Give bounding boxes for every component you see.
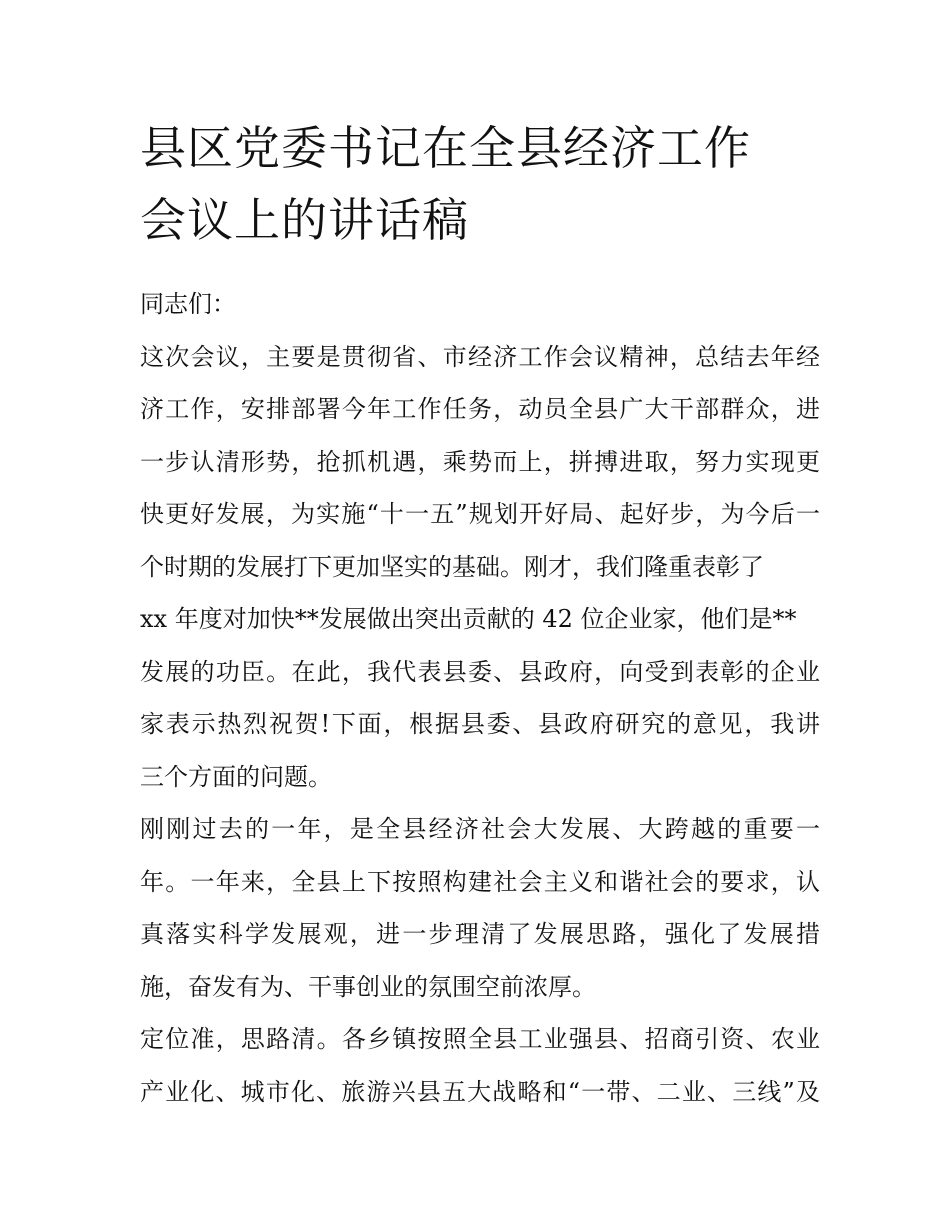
document-title <box>140 112 820 256</box>
body-line: xx 年度对加快**发展做出突出贡献的 42 位企业家，他们是** <box>140 605 797 633</box>
body-line: 家表示热烈祝贺!下面，根据县委、县政府研究的意见，我讲 <box>140 710 820 738</box>
document-body <box>140 278 820 1118</box>
body-line: 产业化、城市化、旅游兴县五大战略和“一带、二业、三线”及 <box>140 1077 820 1106</box>
body-line: 快更好发展，为实施“十一五”规划开好局、起好步，为今后一 <box>140 500 820 528</box>
body-line: 一步认清形势，抢抓机遇，乘势而上，拼搏进取，努力实现更 <box>140 447 820 476</box>
body-line: 刚刚过去的一年，是全县经济社会大发展、大跨越的重要一 <box>140 815 820 843</box>
salutation: 同志们： <box>140 290 236 318</box>
title-line-1: 县区党委书记在全县经济工作 <box>140 121 751 175</box>
body-line: 真落实科学发展观，进一步理清了发展思路，强化了发展措 <box>140 920 820 948</box>
body-line: 年。一年来，全县上下按照构建社会主义和谐社会的要求，认 <box>140 867 820 896</box>
body-line: 发展的功臣。在此，我代表县委、县政府，向受到表彰的企业 <box>140 657 820 686</box>
body-line: 个时期的发展打下更加坚实的基础。刚才，我们隆重表彰了 <box>140 552 764 581</box>
title-line-2: 会议上的讲话稿 <box>140 193 469 247</box>
body-line: 三个方面的问题。 <box>140 762 332 791</box>
body-line: 济工作，安排部署今年工作任务，动员全县广大干部群众，进 <box>140 395 820 423</box>
body-line: 施，奋发有为、干事创业的氛围空前浓厚。 <box>140 972 596 1001</box>
body-line: 定位准，思路清。各乡镇按照全县工业强县、招商引资、农业 <box>140 1025 820 1053</box>
body-line: 这次会议，主要是贯彻省、市经济工作会议精神，总结去年经 <box>140 342 820 371</box>
